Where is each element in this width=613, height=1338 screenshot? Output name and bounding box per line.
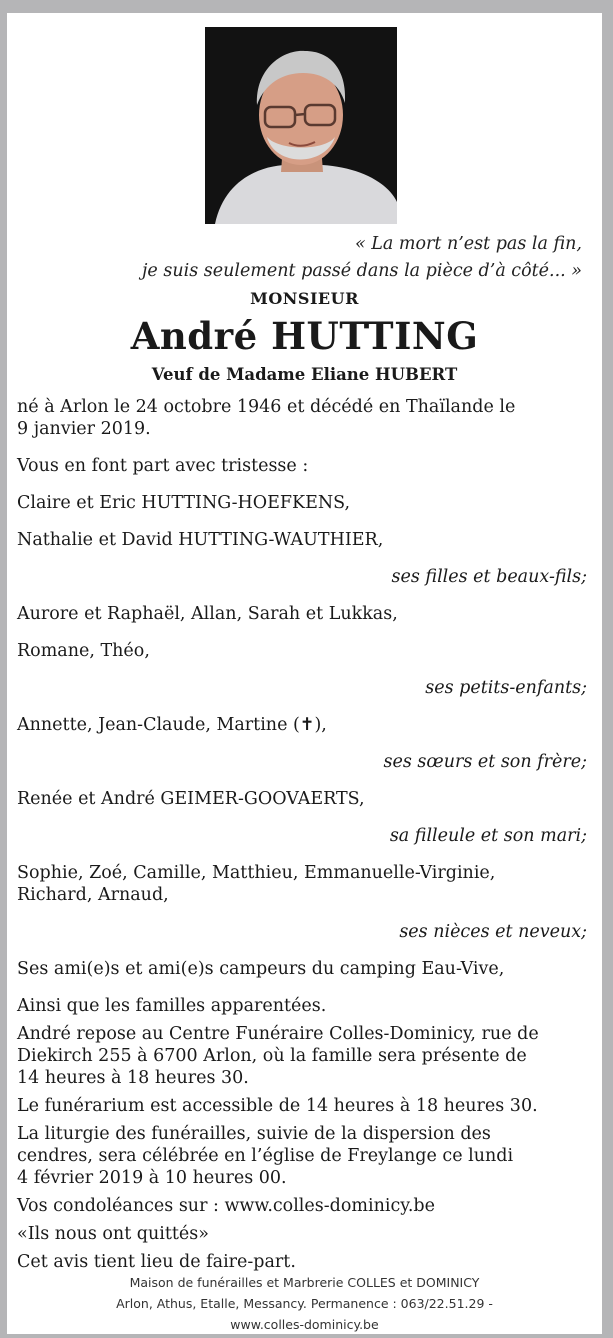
- rest-line: André repose au Centre Funéraire Colles-Dominicy, rue de: [17, 1024, 539, 1044]
- funeral-home-footer: [7, 1272, 602, 1335]
- liturgy-line: La liturgie des funérailles, suivie de la dispersion des: [17, 1124, 491, 1144]
- footer-line: Maison de funérailles et Marbrerie COLLES et DOMINICY: [129, 1275, 480, 1290]
- birth-line: né à Arlon le 24 octobre 1946 et décédé en Thaïlande le: [17, 397, 516, 417]
- grandchildren-line: Aurore et Raphaël, Allan, Sarah et Lukkas,: [17, 604, 398, 624]
- rest-line: 14 heures à 18 heures 30.: [17, 1068, 249, 1088]
- families-line: Ainsi que les familles apparentées.: [17, 996, 327, 1016]
- grandchildren-line: Romane, Théo,: [17, 641, 150, 661]
- intro-line: Vous en font part avec tristesse :: [17, 456, 309, 476]
- portrait-photo: [205, 27, 397, 224]
- honorific: MONSIEUR: [250, 289, 359, 308]
- friends-line: Ses ami(e)s et ami(e)s campeurs du camping Eau-Vive,: [17, 959, 505, 979]
- relation-daughters: ses filles et beaux-fils;: [391, 567, 587, 587]
- funerarium-line: Le funérarium est accessible de 14 heures à 18 heures 30.: [17, 1096, 538, 1116]
- rest-line: Diekirch 255 à 6700 Arlon, où la famille sera présente de: [17, 1046, 527, 1066]
- nephews-line: Sophie, Zoé, Camille, Matthieu, Emmanuelle-Virginie,: [17, 863, 496, 883]
- epitaph-quote: [22, 231, 582, 285]
- obituary-body: [17, 396, 587, 1273]
- relation-grandchildren: ses petits-enfants;: [425, 678, 587, 698]
- obituary-page: [7, 13, 602, 1334]
- nephews-line: Richard, Arnaud,: [17, 885, 169, 905]
- footer-website: www.colles-dominicy.be: [230, 1317, 379, 1332]
- daughters-line: Claire et Eric HUTTING-HOEFKENS,: [17, 493, 351, 513]
- quote-line: je suis seulement passé dans la pièce d’à côté... »: [142, 261, 582, 281]
- birth-line: 9 janvier 2019.: [17, 419, 151, 439]
- relation-nephews: ses nièces et neveux;: [399, 922, 587, 942]
- motto-line: «Ils nous ont quittés»: [17, 1224, 209, 1244]
- deceased-name: André HUTTING: [130, 314, 479, 358]
- quote-line: « La mort n’est pas la fin,: [354, 234, 582, 254]
- liturgy-line: cendres, sera célébrée en l’église de Freylange ce lundi: [17, 1146, 514, 1166]
- siblings-line: Annette, Jean-Claude, Martine (✝),: [17, 715, 327, 735]
- liturgy-line: 4 février 2019 à 10 heures 00.: [17, 1168, 287, 1188]
- goddaughter-line: Renée et André GEIMER-GOOVAERTS,: [17, 789, 365, 809]
- condolences-line: Vos condoléances sur : www.colles-dominicy.be: [17, 1196, 435, 1216]
- portrait-image: [205, 27, 397, 224]
- widow-of: Veuf de Madame Eliane HUBERT: [151, 365, 458, 384]
- footer-line: Arlon, Athus, Etalle, Messancy. Permanence : 063/22.51.29 -: [116, 1296, 493, 1311]
- daughters-line: Nathalie et David HUTTING-WAUTHIER,: [17, 530, 384, 550]
- relation-goddaughter: sa filleule et son mari;: [389, 826, 587, 846]
- notice-line: Cet avis tient lieu de faire-part.: [17, 1252, 296, 1272]
- relation-siblings: ses sœurs et son frère;: [383, 752, 587, 772]
